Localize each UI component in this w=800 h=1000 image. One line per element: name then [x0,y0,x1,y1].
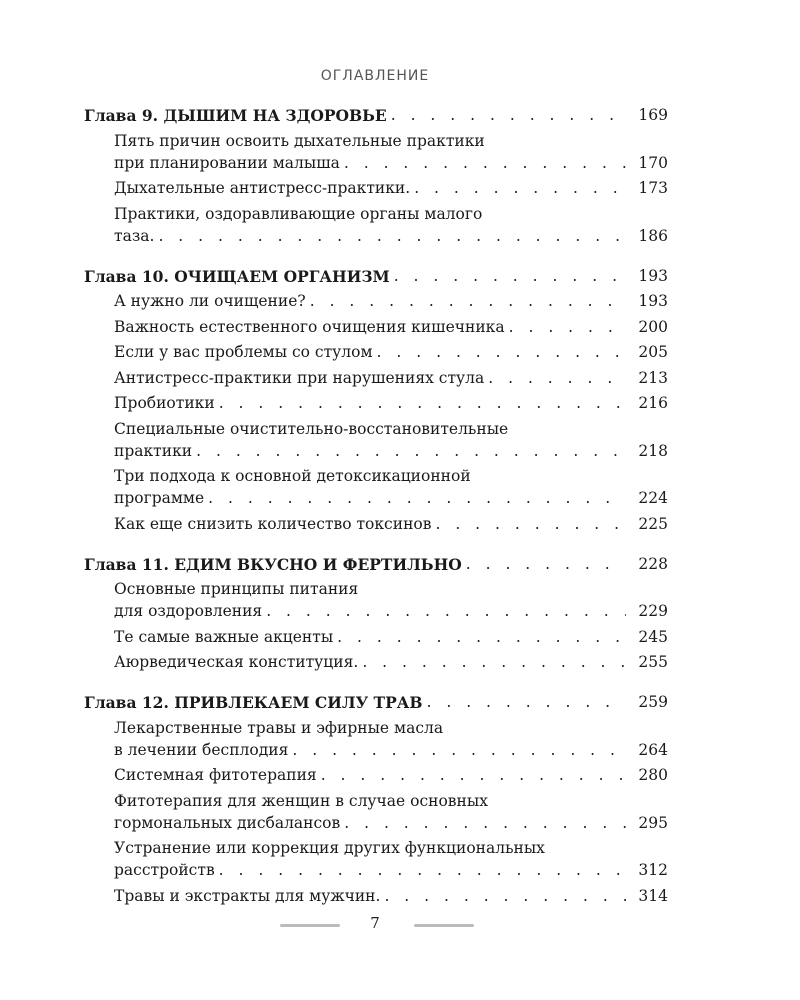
toc-entry[interactable] [84,418,668,463]
entry-title: Аюрведическая конституция. [114,653,359,671]
dot-leader [426,691,626,714]
entry-title-line: Пять причин освоить дыхательные практики [114,131,485,150]
entry-title-line: Практики, оздоравливающие органы малого [114,204,483,223]
toc-entry[interactable] [84,651,668,674]
chapter-page: 228 [638,554,668,573]
entry-page: 280 [638,766,668,784]
chapter-page: 193 [638,266,668,285]
entry-title: в лечении бесплодия [114,740,289,759]
dot-leader [266,600,626,623]
entry-page: 193 [638,292,668,310]
dot-leader [337,626,626,649]
toc-entry[interactable] [84,626,668,649]
dot-leader [196,440,626,463]
entry-page: 225 [638,514,668,533]
toc-entry[interactable] [84,885,668,908]
entry-page: 314 [638,886,668,905]
footer-ornament-right [414,924,474,927]
entry-page: 213 [638,368,668,387]
toc-chapter [84,104,668,248]
entry-title: Травы и экстракты для мужчин. [114,886,381,905]
dot-leader [219,859,626,882]
entry-title: программе [114,489,205,507]
entry-title: при планировании малыша [114,153,340,172]
entry-page: 264 [638,740,668,759]
toc-entry[interactable] [84,203,668,248]
toc-chapter [84,265,668,536]
entry-page: 200 [638,317,668,336]
chapter-page: 169 [638,106,668,124]
toc-entry[interactable] [84,717,668,762]
entry-page: 224 [638,489,668,507]
toc-chapter [84,553,668,675]
entry-title-line: Специальные очистительно-восстановительные [114,419,509,438]
dot-leader [377,341,626,364]
dot-leader [208,487,626,510]
entry-title: Если у вас проблемы со стулом [114,343,373,361]
dot-leader [414,177,626,200]
entry-title-line: Три подхода к основной детоксикационной [114,467,471,485]
toc-entry[interactable] [84,513,668,536]
entry-title: Важность естественного очищения кишечника [114,317,505,336]
chapter-title: Глава 12. ПРИВЛЕКАЕМ СИЛУ ТРАВ [84,693,423,712]
dot-leader [344,152,626,175]
dot-leader [292,739,626,762]
toc-entry[interactable] [84,290,668,313]
dot-leader [384,885,626,908]
dot-leader [219,392,626,415]
toc-entry[interactable] [84,367,668,390]
chapter-title: Глава 9. ДЫШИМ НА ЗДОРОВЬЕ [84,106,387,125]
entry-title: Как еще снизить количество токсинов [114,514,432,533]
entry-page: 216 [638,394,668,412]
entry-title-line: Основные принципы питания [114,580,359,598]
chapter-heading[interactable] [84,691,668,714]
dot-leader [466,553,626,576]
entry-page: 312 [638,861,668,879]
toc-entry[interactable] [84,316,668,339]
entry-title-line: Лекарственные травы и эфирные масла [114,718,444,737]
toc-chapter [84,691,668,908]
entry-title: практики [114,441,193,460]
chapter-page: 259 [638,693,668,711]
toc-entry[interactable] [84,341,668,364]
chapter-heading[interactable] [84,265,668,288]
dot-leader [435,513,626,536]
entry-page: 170 [638,153,668,172]
toc-entry[interactable] [84,764,668,787]
entry-title: Дыхательные антистресс-практики. [114,179,411,197]
chapter-heading[interactable] [84,104,668,127]
entry-title: Пробиотики [114,394,215,412]
dot-leader [321,764,626,787]
dot-leader [158,225,626,248]
entry-title: А нужно ли очищение? [114,292,306,310]
dot-leader [362,651,626,674]
page-number: 7 [370,914,380,932]
entry-page: 186 [638,226,668,245]
entry-title: Системная фитотерапия [114,766,317,784]
chapter-heading[interactable] [84,553,668,576]
table-of-contents [84,104,668,925]
entry-title: Те самые важные акценты [114,627,334,646]
dot-leader [488,367,626,390]
entry-title: расстройств [114,861,215,879]
toc-entry[interactable] [84,790,668,835]
entry-page: 229 [638,602,668,620]
entry-page: 205 [638,343,668,361]
toc-entry[interactable] [84,578,668,623]
entry-title-line: Устранение или коррекция других функциональных [114,839,545,857]
dot-leader [509,316,626,339]
page-header: ОГЛАВЛЕНИЕ [320,68,430,84]
toc-entry[interactable] [84,465,668,510]
entry-title: для оздоровления [114,602,263,620]
toc-entry[interactable] [84,177,668,200]
dot-leader [310,290,626,313]
entry-page: 218 [638,441,668,460]
entry-title: таза. [114,226,155,245]
entry-page: 255 [638,653,668,671]
dot-leader [344,812,626,835]
dot-leader [394,265,626,288]
toc-entry[interactable] [84,837,668,882]
entry-title: гормональных дисбалансов [114,813,341,832]
entry-title: Антистресс-практики при нарушениях стула [114,368,485,387]
toc-entry[interactable] [84,130,668,175]
entry-title-line: Фитотерапия для женщин в случае основных [114,791,488,810]
toc-entry[interactable] [84,392,668,415]
entry-page: 295 [638,813,668,832]
dot-leader [391,104,626,127]
entry-page: 173 [638,179,668,197]
entry-page: 245 [638,627,668,646]
chapter-title: Глава 10. ОЧИЩАЕМ ОРГАНИЗМ [84,266,390,286]
chapter-title: Глава 11. ЕДИМ ВКУСНО И ФЕРТИЛЬНО [84,554,462,574]
